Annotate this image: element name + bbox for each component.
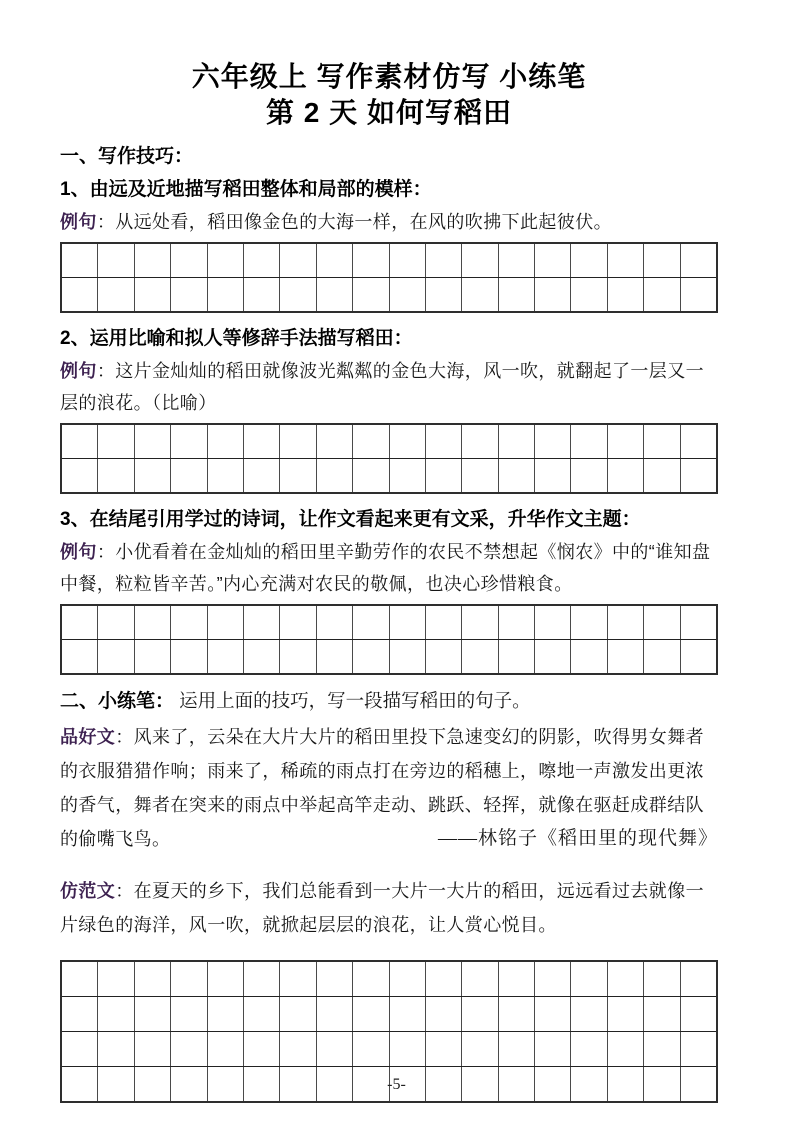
writing-grid-cell [243, 640, 279, 673]
writing-grid-row [62, 639, 716, 673]
writing-grid-cell [352, 459, 388, 492]
writing-grid-cell [389, 278, 425, 311]
writing-grid-row [62, 962, 716, 996]
writing-grid-cell [316, 278, 352, 311]
writing-grid-cell [170, 1032, 206, 1066]
writing-grid-cell [279, 997, 315, 1031]
writing-grid-cell [461, 962, 497, 996]
writing-grid-cell [62, 606, 97, 639]
writing-grid-cell [97, 1032, 133, 1066]
writing-grid-cell [316, 244, 352, 277]
writing-grid-cell [461, 425, 497, 458]
imitation-text: ：在夏天的乡下，我们总能看到一大片一大片的稻田，远远看过去就像一片绿色的海洋，风一吹，就掀起层层的浪花，让人赏心悦目。 [60, 881, 704, 935]
writing-grid-cell [170, 640, 206, 673]
writing-grid-cell [352, 640, 388, 673]
writing-grid-cell [425, 1032, 461, 1066]
writing-grid-cell [680, 244, 716, 277]
writing-grid-cell [279, 278, 315, 311]
writing-grid-cell [207, 997, 243, 1031]
writing-grid-cell [425, 962, 461, 996]
writing-grid-cell [352, 962, 388, 996]
writing-grid-cell [279, 606, 315, 639]
writing-grid-cell [243, 425, 279, 458]
writing-grid-cell [62, 1032, 97, 1066]
writing-grid-cell [207, 244, 243, 277]
sample-label: 品好文 [60, 727, 116, 747]
writing-grid-cell [316, 997, 352, 1031]
writing-grid-cell [207, 425, 243, 458]
writing-grid-cell [207, 278, 243, 311]
writing-grid-cell [170, 962, 206, 996]
writing-grid-cell [643, 962, 679, 996]
tip2-example [60, 355, 718, 419]
tip1-example-label: 例句 [60, 212, 97, 232]
writing-grid-cell [607, 1032, 643, 1066]
writing-grid-cell [643, 244, 679, 277]
writing-grid-cell [352, 244, 388, 277]
writing-grid-cell [62, 997, 97, 1031]
writing-grid-cell [570, 278, 606, 311]
writing-grid-cell [461, 640, 497, 673]
writing-grid-cell [389, 459, 425, 492]
writing-grid-cell [425, 640, 461, 673]
writing-grid-cell [498, 244, 534, 277]
writing-grid-cell [425, 606, 461, 639]
writing-grid-cell [207, 1032, 243, 1066]
tip1-title: 1、由远及近地描写稻田整体和局部的模样： [60, 179, 432, 200]
writing-grid-cell [680, 459, 716, 492]
writing-grid-cell [134, 640, 170, 673]
writing-grid-cell [243, 962, 279, 996]
writing-grid-cell [97, 278, 133, 311]
writing-grid-cell [134, 1032, 170, 1066]
writing-grid-cell [461, 997, 497, 1031]
writing-grid-cell [461, 606, 497, 639]
writing-grid-cell [498, 425, 534, 458]
writing-grid-cell [316, 640, 352, 673]
section2-heading [60, 687, 718, 716]
sample-attribution: ——林铭子《稻田里的现代舞》 [437, 828, 718, 849]
tip1-example-text: ：从远处看，稻田像金色的大海一样，在风的吹拂下此起彼伏。 [96, 212, 613, 232]
writing-grid-cell [97, 606, 133, 639]
writing-grid-cell [570, 606, 606, 639]
writing-grid-cell [534, 1032, 570, 1066]
writing-grid-cell [425, 425, 461, 458]
writing-grid-cell [607, 459, 643, 492]
writing-grid-cell [97, 459, 133, 492]
writing-grid-cell [170, 606, 206, 639]
writing-grid-cell [62, 459, 97, 492]
writing-grid-cell [461, 459, 497, 492]
writing-grid-cell [534, 425, 570, 458]
tip2-title: 2、运用比喻和拟人等修辞手法描写稻田： [60, 328, 413, 349]
page-title: 六年级上 写作素材仿写 小练笔 [191, 61, 587, 92]
writing-grid-cell [498, 962, 534, 996]
writing-grid-cell [62, 278, 97, 311]
tip3-example-text: ：小优看着在金灿灿的稻田里辛勤劳作的农民不禁想起《悯农》中的“谁知盘中餐，粒粒皆辛苦。”内心充满对农民的敬佩，也决心珍惜粮食。 [60, 542, 711, 594]
writing-grid-cell [279, 459, 315, 492]
writing-grid-cell [425, 278, 461, 311]
writing-grid-cell [352, 425, 388, 458]
writing-grid-cell [316, 1032, 352, 1066]
writing-grid-cell [607, 640, 643, 673]
tip2-example-label: 例句 [60, 361, 97, 381]
sample-paragraph [60, 720, 718, 856]
writing-grid-cell [97, 640, 133, 673]
writing-grid-cell [97, 244, 133, 277]
writing-grid-cell [207, 459, 243, 492]
writing-grid-cell [425, 997, 461, 1031]
writing-grid-row [62, 996, 716, 1031]
writing-grid-cell [389, 962, 425, 996]
writing-grid-cell [352, 1032, 388, 1066]
writing-grid-cell [279, 244, 315, 277]
writing-grid-cell [680, 962, 716, 996]
writing-grid-cell [534, 997, 570, 1031]
writing-grid-cell [134, 606, 170, 639]
writing-grid-cell [389, 425, 425, 458]
page-subtitle: 第 2 天 如何写稻田 [266, 97, 512, 128]
writing-grid-cell [62, 962, 97, 996]
writing-grid-cell [570, 997, 606, 1031]
writing-grid-row [62, 244, 716, 277]
writing-grid-cell [607, 244, 643, 277]
writing-grid-cell [316, 606, 352, 639]
section2-heading-rest: 运用上面的技巧，写一段描写稻田的句子。 [174, 690, 531, 711]
writing-grid-cell [389, 606, 425, 639]
writing-grid-cell [134, 962, 170, 996]
writing-grid-cell [352, 606, 388, 639]
writing-grid-cell [243, 459, 279, 492]
writing-grid-row [62, 1031, 716, 1066]
writing-grid-cell [534, 278, 570, 311]
tip3-title: 3、在结尾引用学过的诗词，让作文看起来更有文采，升华作文主题： [60, 509, 641, 530]
writing-grid-cell [643, 606, 679, 639]
writing-grid-cell [534, 459, 570, 492]
writing-grid-cell [170, 997, 206, 1031]
writing-grid-cell [352, 278, 388, 311]
writing-grid-cell [170, 244, 206, 277]
writing-grid-cell [570, 459, 606, 492]
writing-grid-cell [680, 278, 716, 311]
writing-grid-cell [643, 1032, 679, 1066]
writing-grid-row [62, 425, 716, 458]
writing-grid-cell [498, 606, 534, 639]
writing-grid-cell [461, 244, 497, 277]
writing-grid-cell [498, 459, 534, 492]
writing-grid-cell [607, 962, 643, 996]
writing-grid-cell [243, 244, 279, 277]
writing-grid-cell [498, 640, 534, 673]
writing-grid-cell [570, 425, 606, 458]
writing-grid-cell [461, 278, 497, 311]
writing-grid-cell [498, 997, 534, 1031]
writing-grid-cell [97, 962, 133, 996]
writing-grid-cell [498, 1032, 534, 1066]
writing-grid-cell [243, 997, 279, 1031]
writing-grid-cell [643, 997, 679, 1031]
writing-grid-cell [316, 425, 352, 458]
writing-grid-cell [316, 459, 352, 492]
writing-grid-cell [352, 997, 388, 1031]
writing-grid-cell [389, 640, 425, 673]
writing-grid-cell [534, 640, 570, 673]
writing-grid-cell [534, 606, 570, 639]
writing-grid-cell [498, 278, 534, 311]
writing-grid-cell [389, 1032, 425, 1066]
writing-grid-cell [279, 425, 315, 458]
page-number: -5- [387, 1076, 406, 1093]
writing-grid-cell [134, 278, 170, 311]
writing-grid-cell [643, 640, 679, 673]
writing-grid-cell [607, 278, 643, 311]
section2-heading-label: 二、小练笔： [60, 691, 175, 712]
writing-grid-cell [243, 1032, 279, 1066]
writing-grid-cell [570, 244, 606, 277]
writing-grid-cell [680, 997, 716, 1031]
writing-grid-cell [134, 425, 170, 458]
writing-grid-cell [680, 1032, 716, 1066]
writing-grid-cell [97, 997, 133, 1031]
writing-grid-cell [680, 606, 716, 639]
writing-grid-cell [279, 1032, 315, 1066]
writing-grid-cell [389, 997, 425, 1031]
writing-grid-cell [207, 606, 243, 639]
writing-grid-cell [97, 425, 133, 458]
imitation-paragraph [60, 874, 718, 942]
writing-grid-cell [643, 425, 679, 458]
writing-grid-cell [461, 1032, 497, 1066]
tip1-example [60, 206, 718, 238]
writing-grid-cell [643, 278, 679, 311]
writing-grid-cell [425, 459, 461, 492]
writing-grid-cell [570, 962, 606, 996]
writing-grid-cell [279, 640, 315, 673]
writing-grid-row [62, 606, 716, 639]
writing-grid-row [62, 458, 716, 492]
tip3-example-label: 例句 [60, 542, 97, 562]
writing-grid-cell [170, 425, 206, 458]
writing-grid-cell [607, 997, 643, 1031]
writing-grid-cell [62, 640, 97, 673]
writing-grid-2 [60, 423, 718, 494]
writing-grid-cell [570, 640, 606, 673]
writing-grid-cell [243, 278, 279, 311]
sample-text: ：风来了，云朵在大片大片的稻田里投下急速变幻的阴影，吹得男女舞者的衣服猎猎作响；雨来了，稀疏的雨点打在旁边的稻穗上，嚓地一声激发出更浓的香气，舞者在突来的雨点中举起高竿走动、跳跃、轻挥，就像在驱赶成群结队的偷嘴飞鸟。 [60, 727, 704, 849]
writing-grid-cell [680, 425, 716, 458]
writing-grid-cell [134, 997, 170, 1031]
tip3-example [60, 536, 718, 600]
writing-grid-cell [570, 1032, 606, 1066]
writing-grid-cell [170, 278, 206, 311]
writing-grid-cell [207, 962, 243, 996]
writing-grid-cell [170, 459, 206, 492]
writing-grid-cell [62, 425, 97, 458]
writing-grid-cell [134, 244, 170, 277]
writing-grid-cell [607, 425, 643, 458]
writing-grid-cell [134, 459, 170, 492]
writing-grid-cell [680, 640, 716, 673]
writing-grid-cell [389, 244, 425, 277]
writing-grid-cell [607, 606, 643, 639]
section1-heading: 一、写作技巧： [60, 146, 194, 167]
writing-grid-1 [60, 242, 718, 313]
writing-grid-cell [62, 244, 97, 277]
writing-grid-cell [425, 244, 461, 277]
writing-grid-cell [534, 962, 570, 996]
imitation-label: 仿范文 [60, 881, 116, 901]
writing-grid-cell [279, 962, 315, 996]
writing-grid-cell [243, 606, 279, 639]
writing-grid-cell [534, 244, 570, 277]
writing-grid-cell [316, 962, 352, 996]
writing-grid-cell [207, 640, 243, 673]
writing-grid-cell [643, 459, 679, 492]
writing-grid-3 [60, 604, 718, 675]
tip2-example-text: ：这片金灿灿的稻田就像波光粼粼的金色大海，风一吹，就翻起了一层又一层的浪花。（比喻） [60, 361, 705, 413]
writing-grid-row [62, 277, 716, 311]
